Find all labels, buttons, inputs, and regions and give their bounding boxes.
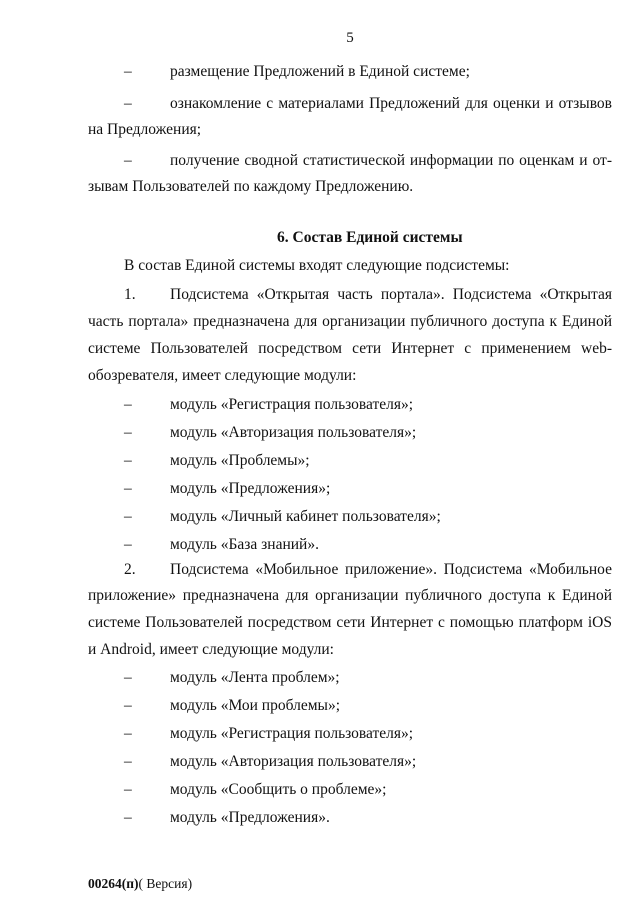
intro-bullet-2-cont: на Предложения; <box>88 121 202 138</box>
subsystem-2-line-1: Подсистема «Мобильное приложение». Подсистема «Мобильное <box>170 561 612 578</box>
bullet-dash: – <box>124 63 132 80</box>
subsystem-2-module: модуль «Авторизация пользователя»; <box>170 753 417 770</box>
subsystem-1-line-3: системе Пользователей посредством сети Интернет с применением web- <box>88 340 612 357</box>
subsystem-2-line-2: приложение» предназначена для организации публичного доступа к Единой <box>88 587 612 604</box>
subsystem-2-module: модуль «Предложения». <box>170 809 330 826</box>
intro-bullet-2: ознакомление с материалами Предложений для оценки и отзывов <box>170 95 612 112</box>
bullet-dash: – <box>124 424 132 441</box>
subsystem-1-module: модуль «Предложения»; <box>170 480 331 497</box>
page-number: 5 <box>346 30 354 46</box>
bullet-dash: – <box>124 753 132 770</box>
subsystem-2-module: модуль «Регистрация пользователя»; <box>170 725 414 742</box>
bullet-dash: – <box>124 95 132 112</box>
subsystem-2-number: 2. <box>124 561 136 578</box>
bullet-dash: – <box>124 725 132 742</box>
subsystem-1-line-1: Подсистема «Открытая часть портала». Подсистема «Открытая <box>170 286 612 303</box>
bullet-dash: – <box>124 781 132 798</box>
document-footer <box>88 876 192 892</box>
subsystem-2-module: модуль «Лента проблем»; <box>170 669 340 686</box>
section-intro: В состав Единой системы входят следующие подсистемы: <box>124 257 510 274</box>
intro-bullet-3-cont: зывам Пользователей по каждому Предложению. <box>88 178 414 195</box>
subsystem-1-module: модуль «Регистрация пользователя»; <box>170 396 414 413</box>
intro-bullet-3: получение сводной статистической информации по оценкам и от- <box>170 152 612 169</box>
subsystem-1-line-2: часть портала» предназначена для организации публичного доступа к Единой <box>88 313 612 330</box>
bullet-dash: – <box>124 536 132 553</box>
subsystem-1-line-4: обозревателя, имеет следующие модули: <box>88 367 357 384</box>
bullet-dash: – <box>124 697 132 714</box>
bullet-dash: – <box>124 809 132 826</box>
bullet-dash: – <box>124 396 132 413</box>
bullet-dash: – <box>124 452 132 469</box>
intro-bullet-1: размещение Предложений в Единой системе; <box>170 63 470 80</box>
subsystem-1-module: модуль «База знаний». <box>170 536 319 553</box>
subsystem-1-module: модуль «Авторизация пользователя»; <box>170 424 417 441</box>
subsystem-1-module: модуль «Проблемы»; <box>170 452 310 469</box>
subsystem-2-line-4: и Android, имеет следующие модули: <box>88 641 334 658</box>
subsystem-1-module: модуль «Личный кабинет пользователя»; <box>170 508 441 525</box>
bullet-dash: – <box>124 480 132 497</box>
section-heading: 6. Состав Единой системы <box>277 229 463 246</box>
subsystem-2-line-3: системе Пользователей посредством сети Интернет с помощью платформ iOS <box>88 614 612 631</box>
bullet-dash: – <box>124 669 132 686</box>
subsystem-2-module: модуль «Сообщить о проблеме»; <box>170 781 387 798</box>
footer-version: ( Версия) <box>138 876 193 891</box>
footer-code: 00264(п) <box>88 876 139 891</box>
bullet-dash: – <box>124 508 132 525</box>
subsystem-1-number: 1. <box>124 286 136 303</box>
subsystem-2-module: модуль «Мои проблемы»; <box>170 697 341 714</box>
bullet-dash: – <box>124 152 132 169</box>
